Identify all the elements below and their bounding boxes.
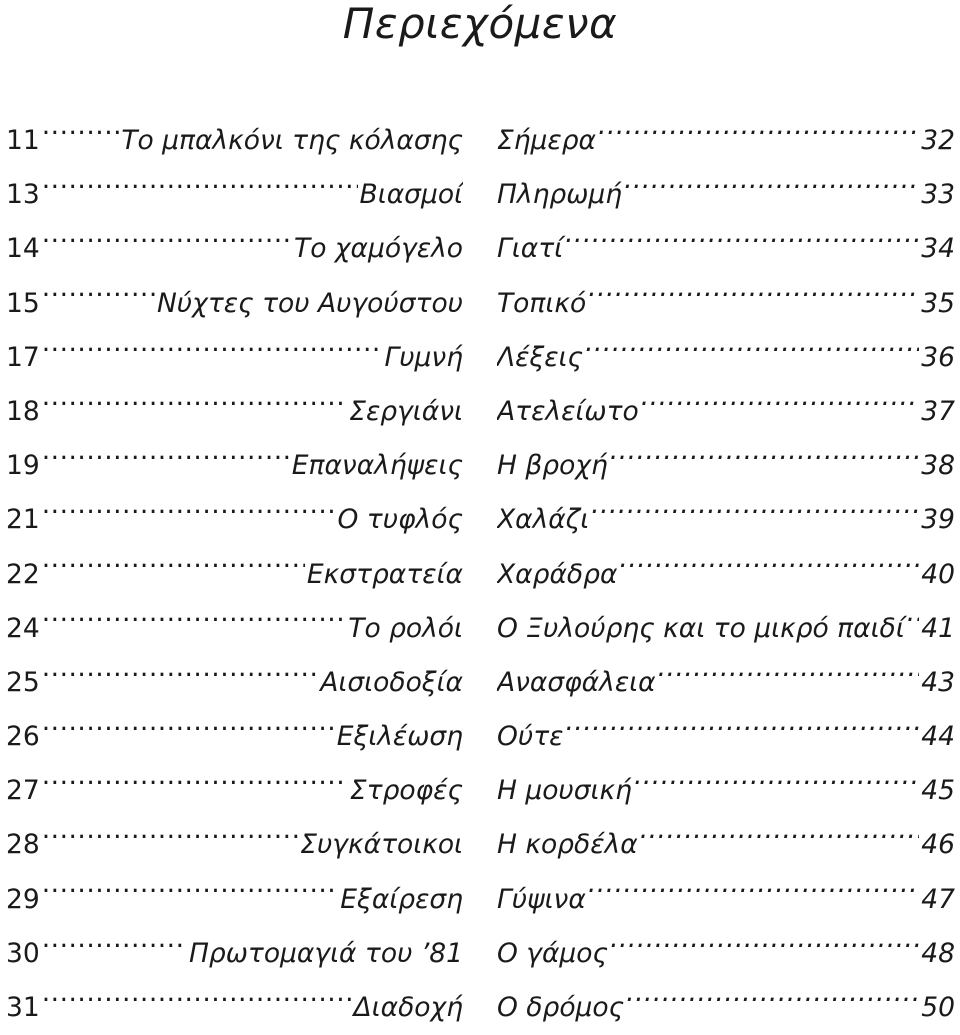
toc-entry — [497, 710, 955, 764]
toc-dot-leader — [641, 393, 920, 420]
toc-dot-leader — [565, 231, 919, 258]
toc-dot-leader — [42, 285, 155, 312]
toc-entry-title: Αισιοδοξία — [320, 666, 463, 698]
toc-entry — [6, 981, 463, 1035]
toc-page-number: 14 — [6, 233, 40, 265]
toc-entry-title: Πληρωμή — [497, 179, 623, 211]
toc-dot-leader — [42, 827, 298, 854]
toc-entry — [497, 818, 955, 872]
toc-page-number: 30 — [6, 937, 40, 969]
toc-page-number: 45 — [921, 775, 955, 807]
toc-entry-title: Η μουσική — [497, 775, 632, 807]
toc-dot-leader — [42, 231, 292, 258]
toc-page-number: 11 — [6, 125, 40, 156]
toc-page-number: 17 — [6, 341, 40, 373]
toc-page-number: 50 — [921, 992, 955, 1023]
toc-dot-leader — [640, 827, 920, 854]
toc-page-number: 41 — [921, 612, 955, 644]
toc-entry — [497, 493, 955, 547]
toc-right-column — [497, 114, 955, 1035]
toc-dot-leader — [598, 123, 919, 150]
toc-page-number: 38 — [921, 450, 955, 482]
toc-entry-title: Βιασμοί — [359, 179, 463, 211]
toc-entry — [497, 873, 955, 927]
toc-dot-leader — [565, 719, 919, 746]
toc-dot-leader — [42, 773, 348, 800]
toc-entry — [497, 114, 955, 168]
toc-page-number: 47 — [921, 883, 955, 915]
toc-dot-leader — [42, 990, 352, 1017]
toc-dot-leader — [42, 448, 290, 475]
toc-dot-leader — [42, 556, 305, 583]
toc-entry-title: Ατελείωτο — [497, 395, 639, 427]
toc-dot-leader — [588, 285, 919, 312]
toc-entry — [497, 277, 955, 331]
toc-entry — [497, 656, 955, 710]
toc-dot-leader — [907, 610, 920, 637]
toc-entry-title: Πρωτομαγιά του ’81 — [188, 937, 463, 969]
toc-entry-title: Γύψινα — [497, 883, 586, 915]
toc-page-number: 15 — [6, 287, 40, 319]
toc-entry — [497, 981, 955, 1035]
toc-page-number: 43 — [921, 666, 955, 698]
toc-page-number: 39 — [921, 504, 955, 536]
toc-entry-title: Σεργιάνι — [349, 395, 463, 427]
toc-entry-title: Νύχτες του Αυγούστου — [156, 287, 463, 319]
toc-entry — [497, 439, 955, 493]
toc-page-number: 26 — [6, 721, 40, 753]
toc-entry-title: Γυμνή — [384, 341, 463, 373]
toc-page-number: 33 — [921, 179, 955, 211]
toc-entry — [497, 927, 955, 981]
toc-entry — [497, 385, 955, 439]
toc-page-number: 40 — [921, 558, 955, 590]
toc-entry — [497, 168, 955, 222]
toc-entry — [6, 277, 463, 331]
toc-page-number: 22 — [6, 558, 40, 590]
toc-page-number: 27 — [6, 775, 40, 807]
toc-entry — [6, 710, 463, 764]
toc-dot-leader — [626, 990, 919, 1017]
toc-dot-leader — [42, 339, 383, 366]
toc-entry-title: Ούτε — [497, 721, 564, 753]
toc-page-number: 36 — [921, 341, 955, 373]
toc-page-number: 21 — [6, 504, 40, 536]
toc-page-number: 13 — [6, 179, 40, 211]
toc-entry — [6, 818, 463, 872]
toc-page-number: 19 — [6, 450, 40, 482]
toc-entry-title: Επαναλήψεις — [291, 450, 463, 482]
toc-entry — [6, 927, 463, 981]
toc-entry-title: Ανασφάλεια — [497, 666, 656, 698]
toc-entry — [6, 602, 463, 656]
toc-entry — [497, 548, 955, 602]
toc-entry-title: Συγκάτοικοι — [300, 829, 463, 861]
toc-dot-leader — [42, 719, 335, 746]
toc-page-number: 31 — [6, 992, 40, 1023]
toc-entry-title: Στροφές — [349, 775, 463, 807]
toc-entry — [6, 222, 463, 276]
toc-entry-title: Ο Ξυλούρης και το μικρό παιδί — [497, 612, 905, 644]
toc-page-number: 46 — [921, 829, 955, 861]
toc-entry-title: Το μπαλκόνι της κόλασης — [121, 125, 463, 156]
toc-entry — [497, 331, 955, 385]
toc-dot-leader — [619, 556, 919, 583]
toc-dot-leader — [610, 448, 919, 475]
toc-entry-title: Το χαμόγελο — [294, 233, 463, 265]
toc-entry — [6, 439, 463, 493]
toc-dot-leader — [42, 881, 339, 908]
toc-dot-leader — [634, 773, 919, 800]
toc-page-number: 28 — [6, 829, 40, 861]
toc-entry — [6, 168, 463, 222]
toc-page-number: 48 — [921, 937, 955, 969]
toc-page-number: 44 — [921, 721, 955, 753]
toc-entry — [6, 331, 463, 385]
page-title: Περιεχόμενα — [342, 0, 618, 48]
toc-entry-title: Ο τυφλός — [337, 504, 463, 536]
toc-entry-title: Γιατί — [497, 233, 564, 265]
toc-entry — [6, 385, 463, 439]
toc-page-number: 34 — [921, 233, 955, 265]
toc-entry — [6, 493, 463, 547]
toc-dot-leader — [42, 502, 336, 529]
toc-entry-title: Τοπικό — [497, 287, 587, 319]
toc-entry — [497, 764, 955, 818]
toc-entry-title: Χαλάζι — [497, 504, 590, 536]
toc-entry — [6, 548, 463, 602]
toc-page-number: 29 — [6, 883, 40, 915]
toc-dot-leader — [42, 123, 120, 150]
toc-entry-title: Το ρολόι — [348, 612, 463, 644]
toc-entry — [6, 656, 463, 710]
toc-left-column — [6, 114, 463, 1035]
toc-page-number: 18 — [6, 395, 40, 427]
toc-entry-title: Εξιλέωση — [336, 721, 463, 753]
toc-entry-title: Λέξεις — [497, 341, 584, 373]
toc-entry — [497, 602, 955, 656]
toc-entry-title: Εξαίρεση — [340, 883, 463, 915]
toc-dot-leader — [42, 393, 347, 420]
toc-dot-leader — [588, 881, 919, 908]
toc-entry — [6, 873, 463, 927]
toc-dot-leader — [624, 177, 919, 204]
toc-entry-title: Ο δρόμος — [497, 992, 625, 1023]
toc-entry — [497, 222, 955, 276]
toc-dot-leader — [585, 339, 919, 366]
toc-entry-title: Διαδοχή — [353, 992, 463, 1023]
toc-dot-leader — [42, 935, 187, 962]
toc-page-number: 32 — [921, 125, 955, 156]
toc-page-number: 35 — [921, 287, 955, 319]
toc-entry-title: Η κορδέλα — [497, 829, 638, 861]
toc-page-number: 37 — [921, 395, 955, 427]
toc-dot-leader — [42, 177, 358, 204]
toc-entry — [6, 114, 463, 168]
toc-dot-leader — [591, 502, 919, 529]
toc-dot-leader — [610, 935, 919, 962]
toc-page-number: 25 — [6, 666, 40, 698]
toc-dot-leader — [42, 664, 319, 691]
toc-page-number: 24 — [6, 612, 40, 644]
toc-entry — [6, 764, 463, 818]
toc-entry-title: Εκστρατεία — [306, 558, 463, 590]
toc-entry-title: Χαράδρα — [497, 558, 618, 590]
toc-entry-title: Ο γάμος — [497, 937, 609, 969]
toc-dot-leader — [42, 610, 347, 637]
toc-dot-leader — [658, 664, 920, 691]
toc-entry-title: Η βροχή — [497, 450, 608, 482]
toc-entry-title: Σήμερα — [497, 125, 597, 156]
